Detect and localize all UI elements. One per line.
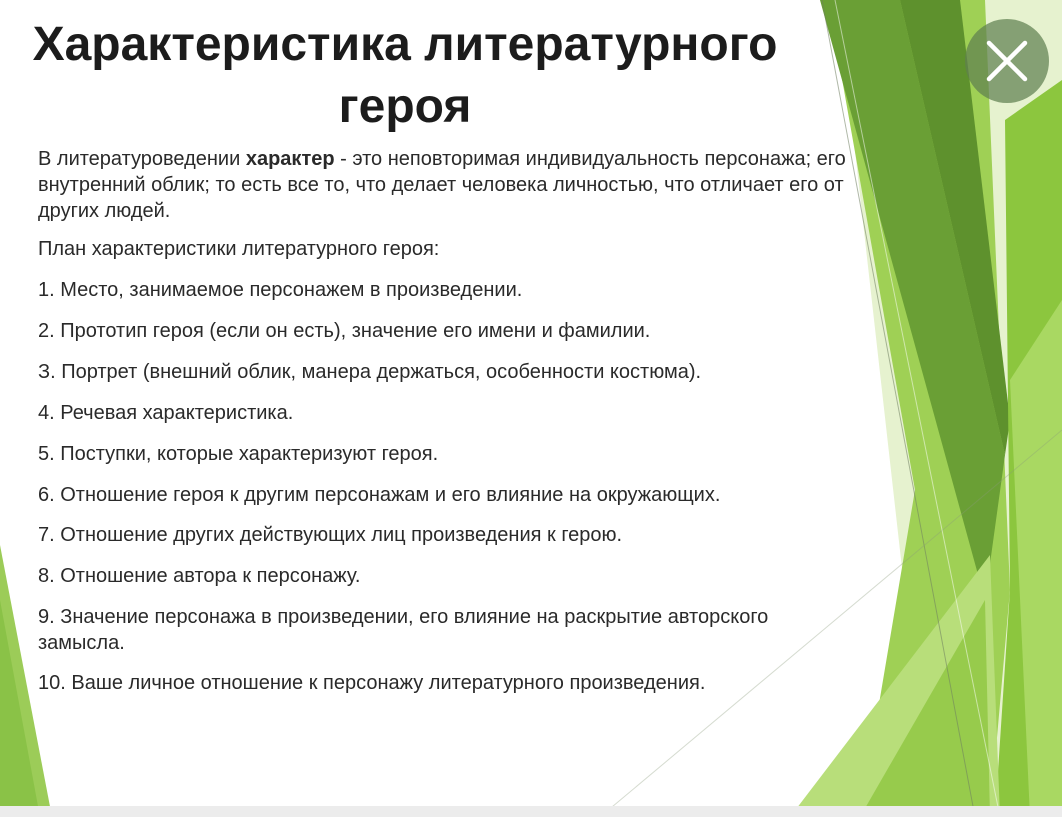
plan-item: 5. Поступки, которые характеризуют героя. bbox=[38, 443, 439, 465]
close-icon bbox=[985, 39, 1029, 83]
plan-item: 7. Отношение других действующих лиц произведения к герою. bbox=[38, 524, 623, 546]
plan-item: 6. Отношение героя к другим персонажам и его влияние на окружающих. bbox=[38, 484, 721, 506]
plan-item: 8. Отношение автора к персонажу. bbox=[38, 565, 361, 587]
title-line-2: героя bbox=[338, 80, 472, 133]
plan-item: 10. Ваше личное отношение к персонажу литературного произведения. bbox=[38, 672, 706, 694]
plan-item: 4. Речевая характеристика. bbox=[38, 402, 294, 424]
slide-body bbox=[38, 146, 858, 711]
plan-item: 2. Прототип героя (если он есть), значение его имени и фамилии. bbox=[38, 320, 651, 342]
title-line-1: Характеристика литературного bbox=[32, 18, 778, 71]
close-button[interactable] bbox=[965, 19, 1049, 103]
intro-paragraph bbox=[38, 146, 858, 224]
intro-bold-term: характер bbox=[245, 148, 335, 170]
intro-text-end: - это неповторимая индивидуальность персонажа; его внутренний облик; то есть все то, что делает человека личностью, что отличает его от других людей. bbox=[38, 148, 846, 222]
plan-item: 9. Значение персонажа в произведении, его влияние на раскрытие авторского замысла. bbox=[38, 606, 769, 654]
plan-heading: План характеристики литературного героя: bbox=[38, 238, 440, 260]
plan-item: 1. Место, занимаемое персонажем в произведении. bbox=[38, 279, 523, 301]
bottom-strip bbox=[0, 806, 1062, 817]
intro-text-start: В литературоведении bbox=[38, 148, 246, 170]
plan-item: З. Портрет (внешний облик, манера держаться, особенности костюма). bbox=[38, 361, 702, 383]
slide-title bbox=[0, 14, 820, 138]
plan-list bbox=[38, 277, 858, 696]
